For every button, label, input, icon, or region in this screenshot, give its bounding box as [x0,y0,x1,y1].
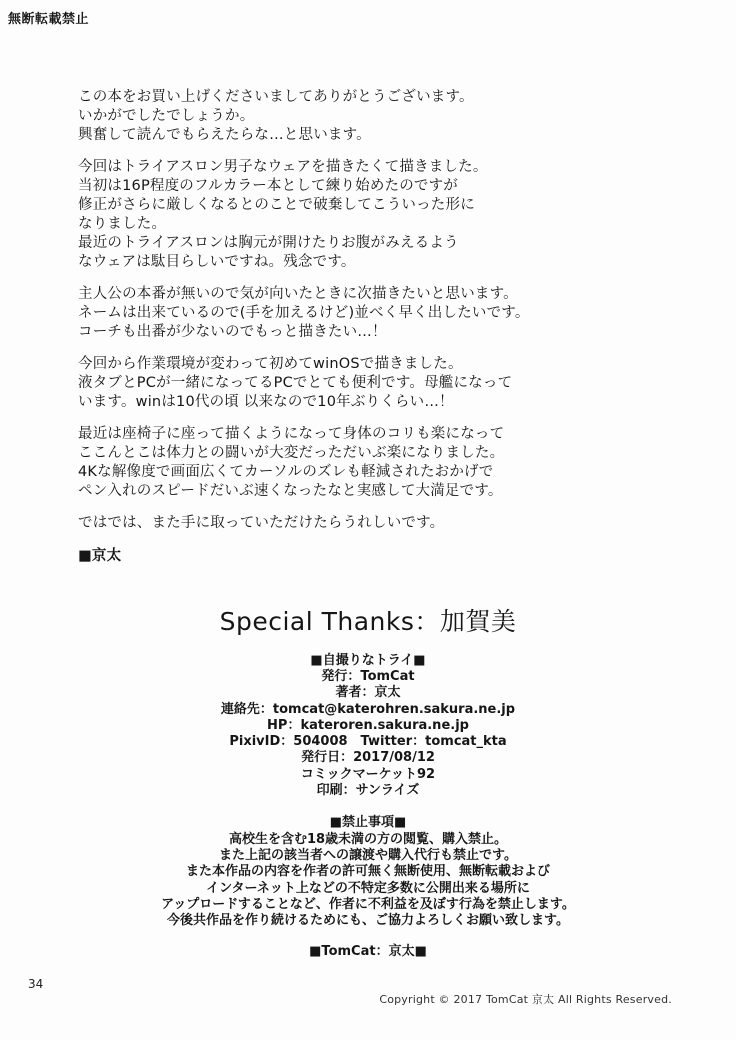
author-signature: ■京太 [78,548,122,564]
afterword-line: コーチも出番が少ないのでもっと描きたい…！ [78,324,387,340]
no-reproduction-notice: 無断転載禁止 [8,12,90,27]
afterword-line: 当初は16P程度のフルカラー本として練り始めたのですが [78,178,459,194]
colophon-homepage: HP：kateroren.sakura.ne.jp [267,717,469,733]
colophon-event: コミックマーケット92 [300,766,436,782]
afterword-paragraph [78,514,678,533]
afterword-line: 最近のトライアスロンは胸元が開けたりお腹がみえるよう [78,235,459,251]
afterword-line: 4Kな解像度で画面広くてカーソルのズレも軽減されたおかげで [78,464,494,480]
colophon-printer: 印刷：サンライズ [316,783,420,799]
afterword-line: 今回はトライアスロン男子なウェアを描きたくて描きました。 [78,159,488,175]
circle-signature: ■TomCat：京太■ [309,944,427,960]
prohibition-heading: ■禁止事項■ [329,815,407,831]
afterword-paragraph [78,355,678,412]
page-number: 34 [28,977,44,991]
colophon-publisher: 発行：TomCat [321,669,415,684]
afterword-line: なりました。 [78,216,167,232]
afterword-line: ネームは出来ているので(手を加えるけど)並べく早く出したいです。 [78,305,530,321]
book-title: ■自撮りなトライ■ [310,653,426,668]
afterword-line: 最近は座椅子に座って描くようになって身体のコリも楽になって [78,426,505,442]
colophon [0,606,736,960]
afterword-paragraph [78,88,678,145]
afterword-line: 修正がさらに厳しくなるとのことで破棄してこういった形に [78,197,475,213]
afterword-line: 主人公の本番が無いので気が向いたときに次描きたいと思います。 [78,286,518,302]
afterword-line: 今回から作業環境が変わって初めてwinOSで描きました。 [78,356,463,372]
afterword-line: います。winは10代の頃 以来なので10年ぶりくらい…！ [78,394,454,410]
prohibition-line: インターネット上などの不特定多数に公開出来る場所に [206,880,530,896]
afterword-body [78,88,678,566]
afterword-paragraph [78,425,678,501]
prohibition-line: 今後共作品を作り続けるためにも、ご協力よろしくお願い致します。 [167,913,569,929]
afterword-closing-line: ではでは、また手に取っていただけたらうれしいです。 [78,515,445,531]
afterword-line: 液タブとPCが一緒になってるPCでとても便利です。母艦になって [78,375,513,391]
special-thanks-heading: Special Thanks：加賀美 [219,607,517,636]
afterword-line: ここんとこは体力との闘いが大変だっただいぶ楽になりました。 [78,445,505,461]
afterword-line: 興奮して読んでもらえたらな…と思います。 [78,127,371,143]
afterword-line: この本をお買い上げくださいましてありがとうございます。 [78,89,474,105]
copyright-notice: Copyright © 2017 TomCat 京太 All Rights Reserved. [379,993,672,1006]
prohibition-line: アップロードすることなど、作者に不利益を及ぼす行為を禁止します。 [161,896,575,912]
prohibition-line: また本作品の内容を作者の許可無く無断使用、無断転載および [185,864,550,880]
prohibition-line: また上記の該当者への譲渡や購入代行も禁止です。 [219,847,517,863]
colophon-author: 著者：京太 [335,685,401,701]
afterword-line: なウェアは駄目らしいですね。残念です。 [78,254,356,270]
colophon-contact-email: 連絡先：tomcat@katerohren.sakura.ne.jp [220,701,516,717]
colophon-publish-date: 発行日：2017/08/12 [301,750,435,766]
afterword-paragraph [78,158,678,272]
afterword-line: いかがでしたでしょうか。 [78,108,255,124]
afterword-paragraph [78,285,678,342]
afterword-line: ペン入れのスピードだいぶ速くなったなと実感して大満足です。 [78,483,503,499]
prohibition-line: 高校生を含む18歳未満の方の閲覧、購入禁止。 [228,831,508,847]
colophon-pixiv-twitter: PixivID：504008 Twitter：tomcat_kta [229,734,507,750]
